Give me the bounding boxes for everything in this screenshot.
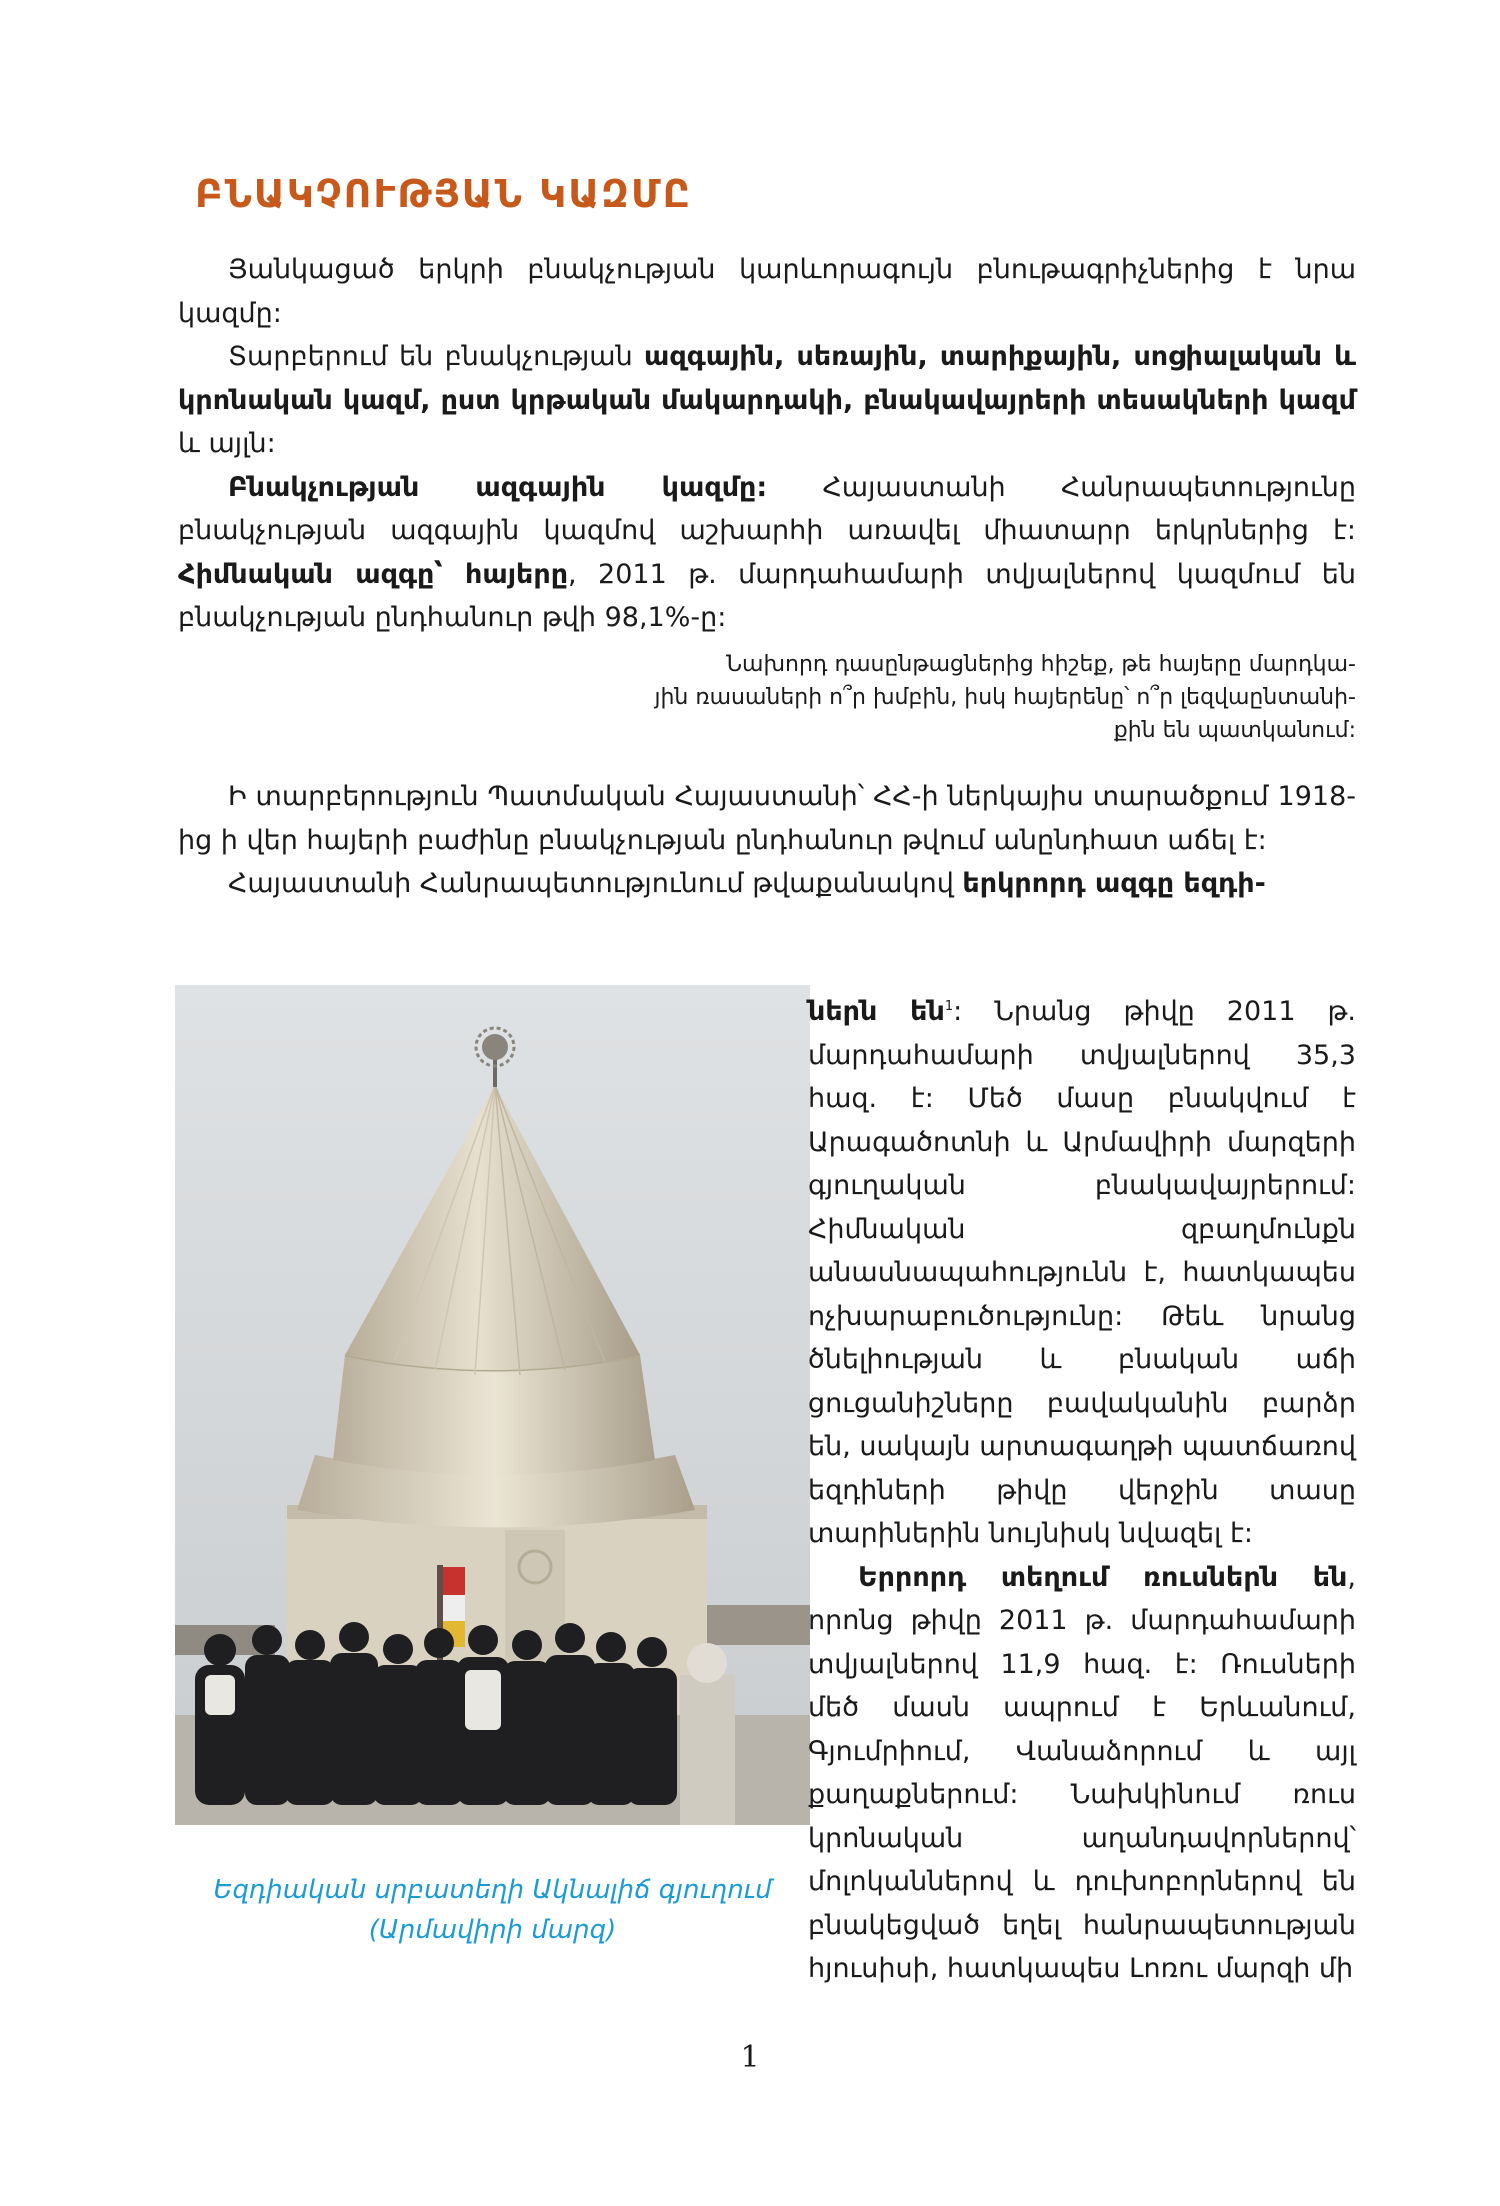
photo-yezidi-temple [175, 985, 810, 1825]
paragraph-second-nation-start [178, 862, 1356, 906]
note-line: Նախորդ դասընթացներից հիշեք, թե հայերը մարդկա- [726, 652, 1356, 677]
bold-text: Երրորդ տեղում ռուսներն են [858, 1561, 1348, 1593]
caption-line: Եզդիական սրբատեղի Ակնալիճ գյուղում [213, 1875, 772, 1905]
photo-caption [175, 1870, 810, 1950]
text-run: Տարբերում են բնակչության [228, 341, 645, 372]
paragraph-historical: Ի տարբերություն Պատմական Հայաստանի՝ ՀՀ-ի ներկայիս տարածքում 1918-ից ի վեր հայերի բաժինը բնակչության ընդհանուր թվում անընդհատ աճել է: [178, 781, 1356, 856]
middle-section [178, 775, 1356, 906]
caption-line: (Արմավիրի մարզ) [368, 1915, 617, 1945]
page-number: 1 [740, 2040, 760, 2075]
text-run: , որոնց թիվը 2011 թ. մարդահամարի տվյալներով 11,9 հազ. է: Ռուսների մեծ մասն ապրում է Երևանում, Գյումրիում, Վանաձորում և այլ քաղաքներում: Նախկինում ռուս կրոնական աղանդավորներով՝ մոլոկաններով և դուխոբորներով են բնակեցված եղել հանրապետության հյուսիսի, հատկապես Լոռու մարզի մի [808, 1561, 1356, 1984]
text-run: : Նրանց թիվը 2011 թ. մարդահամարի տվյալներով 35,3 հազ. է: Մեծ մասը բնակվում է Արագածոտնի և Արմավիրի մարզերի գյուղական բնակավայրերում: Հիմնական զբաղմունքն անասնապահությունն է, հատկապես ոչխարաբուծությունը: Թեև նրանց ծնելիության և բնական աճի ցուցանիշները բավականին բարձր են, սակայն արտագաղթի պատճառով եզդիների թիվը վերջին տասը տարիներին նույնիսկ նվազել է: [808, 996, 1356, 1549]
paragraph-intro: Յանկացած երկրի բնակչության կարևորագույն բնութագրիչներից է նրա կազմը: [178, 254, 1356, 329]
bold-text: ազգային, սեռային, տարիքային, սոցիալական և կրոնական կազմ, ըստ կրթական մակարդակի, բնակավայրերի տեսակների կազմ [178, 341, 1357, 416]
text-run: և այլն: [178, 428, 276, 459]
bold-text: երկրորդ ազգը եզդի- [962, 868, 1266, 899]
paragraph-composition-types [178, 335, 1356, 466]
note-line: յին ռասաների ո՞ր խմբին, իսկ հայերենը՝ ո՞ր լեզվաընտանի- [654, 685, 1356, 710]
temple-photo-illustration [175, 985, 810, 1825]
bold-heading: Բնակչության ազգային կազմը: [228, 471, 768, 503]
footnote-marker: 1 [944, 999, 954, 1014]
right-column-text [808, 985, 1356, 1991]
bold-text: Հիմնական ազգը՝ հայերը [178, 558, 569, 590]
side-note [540, 648, 1356, 747]
text-run: Հայաստանի Հանրապետությունում թվաքանակով [228, 868, 963, 899]
paragraph-national-composition [178, 466, 1356, 640]
paragraph-russians [808, 1556, 1356, 1991]
note-line: քին են պատկանում: [1113, 718, 1356, 743]
paragraph-yezidis [808, 985, 1356, 1556]
bold-text: ներն են [808, 996, 945, 1027]
page-title: ԲՆԱԿՉՈՒԹՅԱՆ ԿԱԶՄԸ [195, 172, 692, 216]
text-run: , 2011 թ. մարդահամարի տվյալներով կազմում են բնակչության ընդհանուր թվի 98,1%-ը: [178, 558, 1356, 633]
text-run: Հայաստանի Հանրապետությունը բնակչության ազգային կազմով աշխարհի առավել միատարր երկրներից է: [178, 471, 1356, 546]
intro-section [178, 248, 1356, 640]
